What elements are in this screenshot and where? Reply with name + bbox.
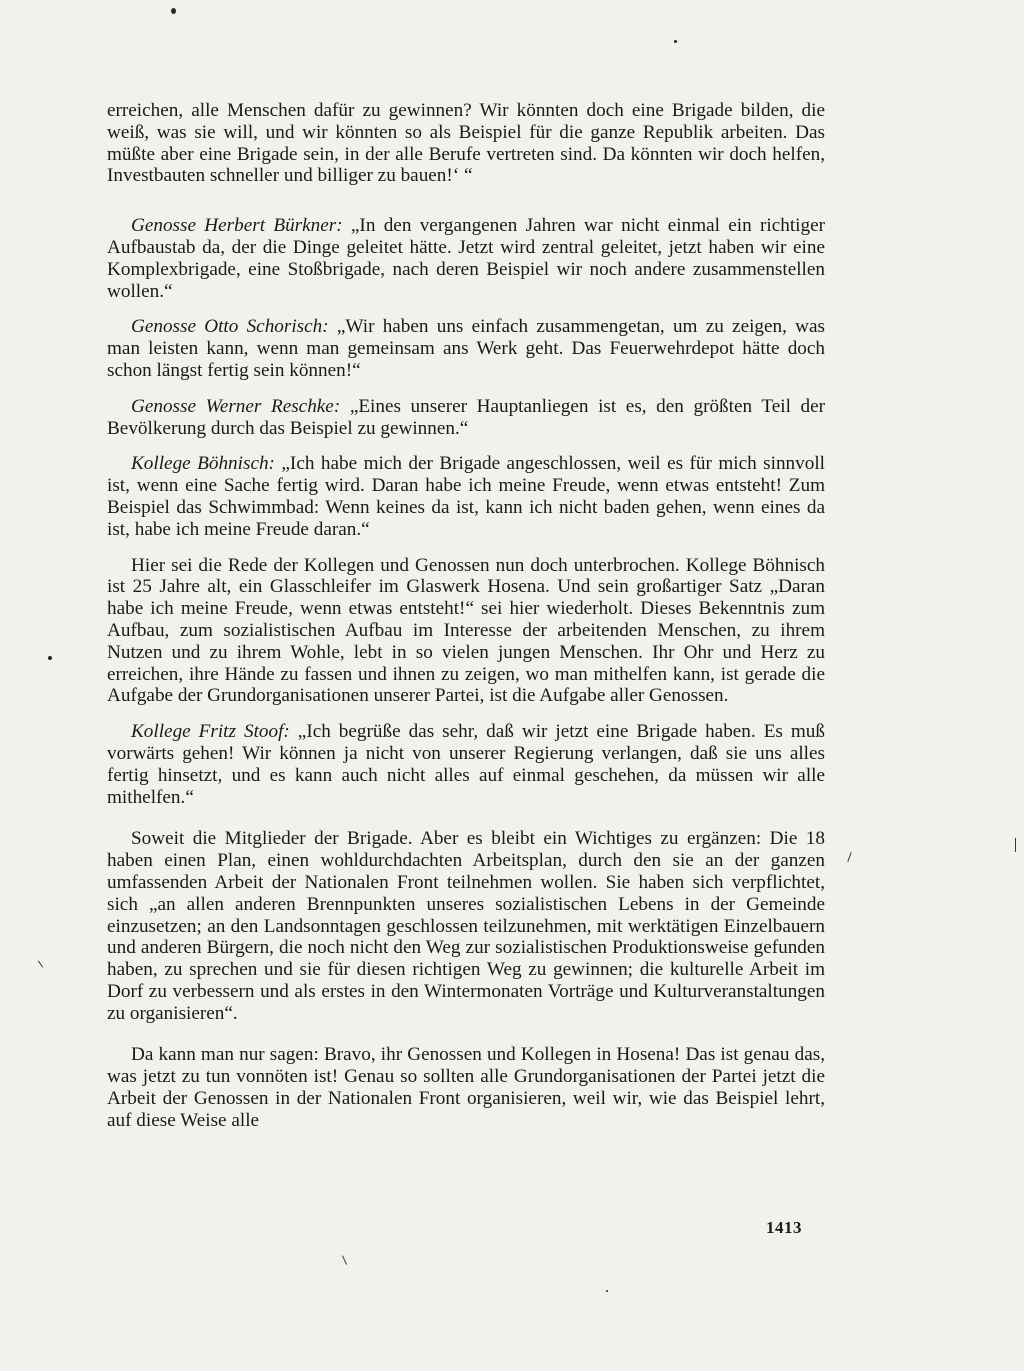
scan-speck xyxy=(48,656,52,660)
paragraph-text: „Wir haben uns einfach zusammengetan, um zu zeigen, was man leisten kann, wenn man gemeinsam ans Werk geht. Das Feuerwehrdepot hätte doch schon längst fertig sein können!“ xyxy=(107,316,825,381)
paragraph-text: „In den vergangenen Jahren war nicht einmal ein richtiger Aufbaustab da, der die Dinge geleitet hätte. Jetzt wird zentral geleitet, jetzt haben wir eine Komplexbrigade, eine Stoßbrigade, nach deren Beispiel wir noch andere zusammenstellen wollen.“ xyxy=(107,215,825,302)
paragraph-commentary xyxy=(107,555,825,708)
paragraph-text: „Eines unserer Hauptanliegen ist es, den größten Teil der Bevölkerung durch das Beispiel zu gewinnen.“ xyxy=(107,395,825,439)
speaker-name: Kollege Böhnisch: xyxy=(131,453,275,475)
paragraph-speaker-boehnisch xyxy=(107,453,825,540)
scan-speck xyxy=(171,8,176,14)
speaker-name: Kollege Fritz Stoof: xyxy=(131,721,290,743)
paragraph-text: „Ich begrüße das sehr, daß wir jetzt eine Brigade haben. Es muß vorwärts gehen! Wir können ja nicht von unserer Regierung verlangen, daß sie uns alles fertig hinsetzt, und es kann auch nicht alles auf einmal geschehen, da müssen wir alle mithelfen.“ xyxy=(107,721,825,808)
paragraph-text: Soweit die Mitglieder der Brigade. Aber es bleibt ein Wichtiges zu ergänzen: Die 18 haben einen Plan, einen wohldurchdachten Arbeitsplan, durch den sie an der ganzen umfassenden Arbeit der Nationalen Front teilnehmen wollen. Sie haben sich verpflichtet, sich „an allen anderen Brennpunkten unseres sozialistischen Lebens in der Gemeinde einzusetzen; an den Landsonntagen geschlossen teilzunehmen, mit werktätigen Einzelbauern und anderen Bürgern, die noch nicht den Weg zur sozialistischen Produktionsweise gefunden haben, zu sprechen und sie für diesen richtigen Weg zu gewinnen; die kulturelle Arbeit im Dorf zu verbessern und als erstes in den Wintermonaten Vorträge und Kulturveranstaltungen zu organisieren“. xyxy=(107,828,825,1024)
speaker-name: Genosse Werner Reschke: xyxy=(131,395,341,417)
speaker-name: Genosse Herbert Bürkner: xyxy=(131,215,343,237)
paragraph-text: Hier sei die Rede der Kollegen und Genossen nun doch unterbrochen. Kollege Böhnisch ist 25 Jahre alt, ein Glasschleifer im Glaswerk Hosena. Und sein großartiger Satz „Daran habe ich meine Freude, wenn etwas entsteht!“ sei hier wiederholt. Dieses Bekenntnis zum Aufbau, zum sozialistischen Aufbau im Interesse der arbeitenden Menschen, zu ihrem Nutzen und zu ihrem Wohle, lebt in so vielen jungen Menschen. Ihr Ohr und Herz zu erreichen, ihre Hände zu fassen und ihnen zu zeigen, wo man mithelfen kann, ist gerade die Aufgabe der Grundorganisationen unserer Partei, ist die Aufgabe aller Genossen. xyxy=(107,554,825,707)
paragraph-conclusion xyxy=(107,1044,825,1131)
paragraph-text: Da kann man nur sagen: Bravo, ihr Genossen und Kollegen in Hosena! Das ist genau das, was jetzt zu tun vonnöten ist! Genau so sollten alle Grundorganisationen der Partei jetzt die Arbeit der Genossen in der Nationalen Front organisieren, weil wir, wie das Beispiel lehrt, auf diese Weise alle xyxy=(107,1044,825,1131)
paragraph-continuation xyxy=(107,100,825,187)
scan-streak xyxy=(847,852,852,862)
paragraph-speaker-reschke xyxy=(107,396,825,440)
scan-speck xyxy=(606,1290,608,1292)
speaker-name: Genosse Otto Schorisch: xyxy=(131,316,329,338)
paragraph-speaker-buerkner xyxy=(107,215,825,302)
paragraph-text: erreichen, alle Menschen dafür zu gewinnen? Wir könnten doch eine Brigade bilden, die weiß, was sie will, und wir könnten so als Beispiel für die ganze Republik arbeiten. Das müßte aber eine Brigade sein, in der alle Berufe vertreten sind. Da könnten wir doch helfen, Investbauten schneller und billiger zu bauen!‘ “ xyxy=(107,100,825,187)
scan-speck xyxy=(674,40,677,43)
page-number: 1413 xyxy=(766,1218,802,1237)
paragraph-text: „Ich habe mich der Brigade angeschlossen, weil es für mich sinnvoll ist, wenn eine Sache fertig wird. Daran habe ich meine Freude, wenn etwas entsteht! Zum Beispiel das Schwimmbad: Wenn keines da ist, kann ich nicht baden gehen, wenn eines da ist, habe ich meine Freude daran.“ xyxy=(107,453,826,540)
scan-streak xyxy=(342,1255,347,1265)
body-text xyxy=(107,100,825,1146)
paragraph-speaker-schorisch xyxy=(107,316,825,381)
paragraph-plan xyxy=(107,828,825,1024)
scan-streak xyxy=(1015,838,1016,852)
scan-streak xyxy=(38,960,44,967)
paragraph-speaker-stoof xyxy=(107,721,825,808)
